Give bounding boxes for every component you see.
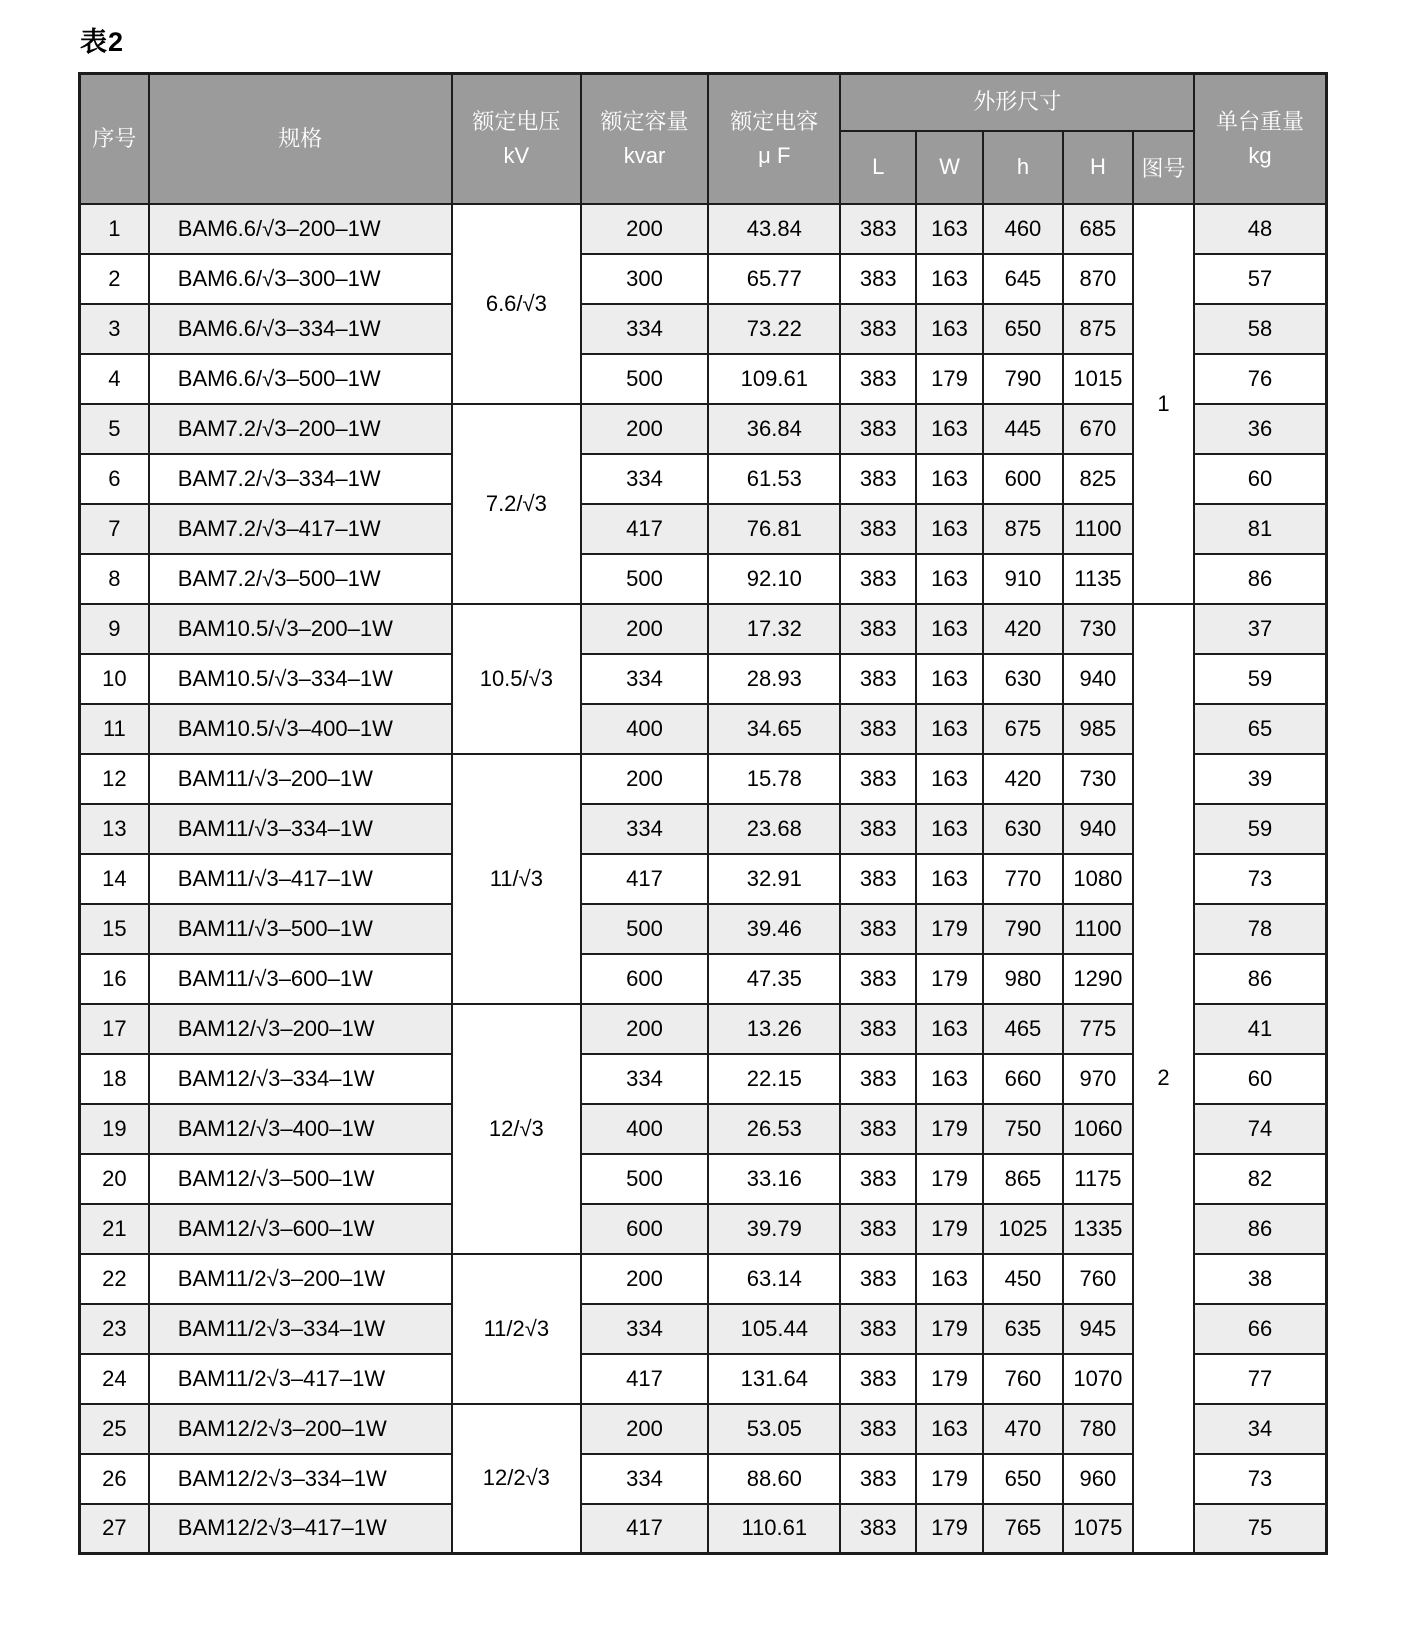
cell-unit-weight: 82	[1194, 1154, 1326, 1204]
cell-dim-W: 179	[916, 904, 983, 954]
cell-dim-H: 1290	[1063, 954, 1133, 1004]
cell-dim-L: 383	[840, 1054, 915, 1104]
cell-unit-weight: 60	[1194, 454, 1326, 504]
cell-unit-weight: 59	[1194, 654, 1326, 704]
cell-rated-capacity: 334	[581, 1054, 708, 1104]
cell-dim-W: 179	[916, 1504, 983, 1554]
header-rated-voltage-label: 额定电压	[472, 108, 561, 134]
cell-dim-h: 770	[983, 854, 1063, 904]
cell-unit-weight: 41	[1194, 1004, 1326, 1054]
cell-serial-no: 1	[80, 204, 149, 254]
cell-dim-L: 383	[840, 954, 915, 1004]
cell-rated-voltage: 7.2/√3	[452, 404, 581, 604]
cell-rated-capacity: 334	[581, 304, 708, 354]
cell-dim-W: 163	[916, 654, 983, 704]
cell-dim-H: 1070	[1063, 1354, 1133, 1404]
cell-rated-capacity: 417	[581, 1504, 708, 1554]
cell-spec: BAM11/2√3–200–1W	[149, 1254, 452, 1304]
cell-serial-no: 18	[80, 1054, 149, 1104]
cell-dim-h: 645	[983, 254, 1063, 304]
cell-unit-weight: 38	[1194, 1254, 1326, 1304]
cell-rated-capacity: 200	[581, 1254, 708, 1304]
cell-unit-weight: 60	[1194, 1054, 1326, 1104]
cell-unit-weight: 86	[1194, 954, 1326, 1004]
table-row	[80, 604, 1327, 654]
cell-rated-capacitance: 39.46	[708, 904, 840, 954]
cell-dim-W: 163	[916, 704, 983, 754]
cell-spec: BAM6.6/√3–334–1W	[149, 304, 452, 354]
cell-dim-h: 1025	[983, 1204, 1063, 1254]
cell-rated-capacity: 600	[581, 1204, 708, 1254]
cell-rated-capacitance: 92.10	[708, 554, 840, 604]
cell-dim-H: 960	[1063, 1454, 1133, 1504]
cell-spec: BAM12/√3–500–1W	[149, 1154, 452, 1204]
cell-dim-H: 1100	[1063, 904, 1133, 954]
cell-rated-capacitance: 39.79	[708, 1204, 840, 1254]
cell-serial-no: 14	[80, 854, 149, 904]
cell-spec: BAM11/√3–600–1W	[149, 954, 452, 1004]
cell-spec: BAM11/2√3–334–1W	[149, 1304, 452, 1354]
cell-rated-capacity: 500	[581, 1154, 708, 1204]
cell-spec: BAM11/√3–200–1W	[149, 754, 452, 804]
cell-rated-capacity: 200	[581, 604, 708, 654]
header-no	[80, 74, 149, 204]
cell-dim-h: 420	[983, 754, 1063, 804]
cell-rated-capacity: 600	[581, 954, 708, 1004]
cell-serial-no: 4	[80, 354, 149, 404]
cell-dim-L: 383	[840, 504, 915, 554]
cell-rated-capacitance: 47.35	[708, 954, 840, 1004]
cell-unit-weight: 66	[1194, 1304, 1326, 1354]
cell-dim-h: 910	[983, 554, 1063, 604]
cell-spec: BAM11/√3–500–1W	[149, 904, 452, 954]
cell-rated-voltage: 12/√3	[452, 1004, 581, 1254]
table-header	[80, 74, 1327, 204]
cell-spec: BAM7.2/√3–417–1W	[149, 504, 452, 554]
cell-dim-h: 875	[983, 504, 1063, 554]
cell-dim-W: 179	[916, 954, 983, 1004]
cell-dim-W: 179	[916, 1354, 983, 1404]
cell-rated-capacitance: 110.61	[708, 1504, 840, 1554]
cell-spec: BAM6.6/√3–300–1W	[149, 254, 452, 304]
cell-rated-capacity: 200	[581, 1404, 708, 1454]
cell-dim-W: 163	[916, 604, 983, 654]
cell-rated-capacity: 500	[581, 554, 708, 604]
cell-dim-h: 980	[983, 954, 1063, 1004]
cell-rated-capacitance: 88.60	[708, 1454, 840, 1504]
cell-unit-weight: 36	[1194, 404, 1326, 454]
cell-dim-W: 163	[916, 254, 983, 304]
cell-serial-no: 26	[80, 1454, 149, 1504]
cell-dim-h: 630	[983, 804, 1063, 854]
cell-rated-voltage: 11/√3	[452, 754, 581, 1004]
cell-dim-L: 383	[840, 654, 915, 704]
cell-unit-weight: 73	[1194, 854, 1326, 904]
cell-serial-no: 5	[80, 404, 149, 454]
cell-spec: BAM10.5/√3–334–1W	[149, 654, 452, 704]
cell-dim-L: 383	[840, 554, 915, 604]
cell-dim-h: 460	[983, 204, 1063, 254]
cell-dim-W: 163	[916, 1004, 983, 1054]
table-row	[80, 204, 1327, 254]
cell-dim-W: 163	[916, 454, 983, 504]
cell-dim-W: 179	[916, 1304, 983, 1354]
cell-rated-capacity: 400	[581, 1104, 708, 1154]
cell-rated-capacity: 200	[581, 404, 708, 454]
cell-dim-H: 870	[1063, 254, 1133, 304]
header-rated-capacity	[581, 74, 708, 204]
cell-rated-capacity: 500	[581, 904, 708, 954]
cell-unit-weight: 39	[1194, 754, 1326, 804]
cell-dim-H: 780	[1063, 1404, 1133, 1454]
cell-rated-capacity: 334	[581, 1454, 708, 1504]
cell-dim-H: 730	[1063, 604, 1133, 654]
header-dim-L: L	[840, 131, 915, 204]
cell-dim-L: 383	[840, 904, 915, 954]
cell-unit-weight: 77	[1194, 1354, 1326, 1404]
cell-spec: BAM6.6/√3–200–1W	[149, 204, 452, 254]
cell-serial-no: 13	[80, 804, 149, 854]
cell-dim-L: 383	[840, 704, 915, 754]
cell-rated-capacity: 200	[581, 754, 708, 804]
cell-dim-L: 383	[840, 304, 915, 354]
cell-unit-weight: 81	[1194, 504, 1326, 554]
cell-serial-no: 8	[80, 554, 149, 604]
cell-serial-no: 16	[80, 954, 149, 1004]
cell-rated-capacitance: 63.14	[708, 1254, 840, 1304]
cell-unit-weight: 73	[1194, 1454, 1326, 1504]
cell-spec: BAM10.5/√3–200–1W	[149, 604, 452, 654]
cell-dim-L: 383	[840, 1304, 915, 1354]
cell-dim-W: 163	[916, 504, 983, 554]
cell-unit-weight: 37	[1194, 604, 1326, 654]
cell-rated-capacity: 334	[581, 1304, 708, 1354]
cell-rated-capacity: 300	[581, 254, 708, 304]
cell-serial-no: 3	[80, 304, 149, 354]
cell-dim-L: 383	[840, 1254, 915, 1304]
cell-dim-H: 1335	[1063, 1204, 1133, 1254]
cell-dim-h: 445	[983, 404, 1063, 454]
cell-spec: BAM10.5/√3–400–1W	[149, 704, 452, 754]
cell-dim-H: 1175	[1063, 1154, 1133, 1204]
cell-spec: BAM7.2/√3–200–1W	[149, 404, 452, 454]
header-no-label: 序号	[92, 125, 137, 151]
cell-unit-weight: 75	[1194, 1504, 1326, 1554]
cell-spec: BAM11/√3–334–1W	[149, 804, 452, 854]
cell-dim-H: 775	[1063, 1004, 1133, 1054]
cell-rated-capacitance: 109.61	[708, 354, 840, 404]
spec-table-body	[80, 204, 1327, 1554]
header-rated-voltage-unit: kV	[503, 142, 530, 168]
cell-spec: BAM11/√3–417–1W	[149, 854, 452, 904]
cell-dim-H: 945	[1063, 1304, 1133, 1354]
cell-rated-voltage: 10.5/√3	[452, 604, 581, 754]
cell-unit-weight: 86	[1194, 1204, 1326, 1254]
cell-serial-no: 7	[80, 504, 149, 554]
header-rated-capacitance	[708, 74, 840, 204]
cell-dim-W: 163	[916, 1054, 983, 1104]
cell-dim-h: 630	[983, 654, 1063, 704]
header-rated-voltage	[452, 74, 581, 204]
cell-dim-H: 825	[1063, 454, 1133, 504]
cell-serial-no: 11	[80, 704, 149, 754]
cell-dim-W: 163	[916, 754, 983, 804]
cell-rated-voltage: 11/2√3	[452, 1254, 581, 1404]
cell-dim-H: 875	[1063, 304, 1133, 354]
cell-rated-capacitance: 34.65	[708, 704, 840, 754]
cell-dim-h: 650	[983, 1454, 1063, 1504]
cell-unit-weight: 76	[1194, 354, 1326, 404]
cell-dim-L: 383	[840, 1504, 915, 1554]
cell-rated-capacity: 334	[581, 454, 708, 504]
cell-serial-no: 23	[80, 1304, 149, 1354]
cell-spec: BAM12/2√3–200–1W	[149, 1404, 452, 1454]
header-dim-H: H	[1063, 131, 1133, 204]
cell-dim-L: 383	[840, 1404, 915, 1454]
cell-dim-h: 450	[983, 1254, 1063, 1304]
cell-dim-H: 940	[1063, 804, 1133, 854]
header-unit-weight-unit: kg	[1248, 142, 1272, 168]
header-dim-W: W	[916, 131, 983, 204]
header-dimensions	[840, 74, 1194, 131]
cell-dim-L: 383	[840, 404, 915, 454]
cell-unit-weight: 48	[1194, 204, 1326, 254]
cell-spec: BAM12/√3–334–1W	[149, 1054, 452, 1104]
cell-dim-h: 865	[983, 1154, 1063, 1204]
header-figure-no: 图号	[1133, 131, 1194, 204]
cell-dim-h: 790	[983, 904, 1063, 954]
cell-dim-W: 163	[916, 554, 983, 604]
cell-dim-L: 383	[840, 1204, 915, 1254]
cell-rated-capacitance: 43.84	[708, 204, 840, 254]
cell-dim-h: 420	[983, 604, 1063, 654]
header-rated-capacitance-label: 额定电容	[730, 108, 819, 134]
header-spec-label: 规格	[278, 125, 323, 151]
cell-rated-capacitance: 15.78	[708, 754, 840, 804]
cell-dim-H: 1015	[1063, 354, 1133, 404]
cell-rated-capacity: 334	[581, 654, 708, 704]
cell-rated-capacitance: 26.53	[708, 1104, 840, 1154]
cell-dim-h: 470	[983, 1404, 1063, 1454]
cell-dim-L: 383	[840, 454, 915, 504]
cell-rated-capacitance: 33.16	[708, 1154, 840, 1204]
cell-dim-W: 163	[916, 854, 983, 904]
cell-spec: BAM12/√3–400–1W	[149, 1104, 452, 1154]
cell-unit-weight: 65	[1194, 704, 1326, 754]
cell-serial-no: 9	[80, 604, 149, 654]
cell-rated-capacitance: 73.22	[708, 304, 840, 354]
cell-rated-voltage: 12/2√3	[452, 1404, 581, 1554]
cell-serial-no: 22	[80, 1254, 149, 1304]
cell-dim-L: 383	[840, 1104, 915, 1154]
cell-rated-capacitance: 61.53	[708, 454, 840, 504]
cell-dim-h: 600	[983, 454, 1063, 504]
cell-dim-H: 1060	[1063, 1104, 1133, 1154]
header-rated-capacitance-unit: μ F	[758, 142, 791, 168]
header-spec	[149, 74, 452, 204]
cell-dim-L: 383	[840, 1354, 915, 1404]
cell-rated-capacity: 500	[581, 354, 708, 404]
cell-dim-L: 383	[840, 204, 915, 254]
cell-dim-H: 760	[1063, 1254, 1133, 1304]
cell-serial-no: 15	[80, 904, 149, 954]
cell-dim-H: 730	[1063, 754, 1133, 804]
header-unit-weight	[1194, 74, 1326, 204]
header-rated-capacity-label: 额定容量	[600, 108, 689, 134]
cell-spec: BAM12/√3–200–1W	[149, 1004, 452, 1054]
cell-dim-W: 179	[916, 354, 983, 404]
cell-dim-h: 650	[983, 304, 1063, 354]
header-rated-capacity-unit: kvar	[623, 142, 666, 168]
cell-rated-capacity: 417	[581, 504, 708, 554]
cell-dim-L: 383	[840, 604, 915, 654]
cell-rated-capacitance: 32.91	[708, 854, 840, 904]
cell-rated-capacitance: 23.68	[708, 804, 840, 854]
cell-dim-W: 163	[916, 1254, 983, 1304]
cell-rated-voltage: 6.6/√3	[452, 204, 581, 404]
cell-serial-no: 17	[80, 1004, 149, 1054]
cell-dim-L: 383	[840, 254, 915, 304]
cell-rated-capacitance: 53.05	[708, 1404, 840, 1454]
cell-figure-no: 2	[1133, 604, 1194, 1554]
cell-dim-h: 675	[983, 704, 1063, 754]
cell-unit-weight: 74	[1194, 1104, 1326, 1154]
cell-serial-no: 2	[80, 254, 149, 304]
cell-dim-L: 383	[840, 854, 915, 904]
cell-figure-no: 1	[1133, 204, 1194, 604]
cell-dim-H: 1080	[1063, 854, 1133, 904]
cell-serial-no: 25	[80, 1404, 149, 1454]
cell-rated-capacitance: 22.15	[708, 1054, 840, 1104]
cell-serial-no: 6	[80, 454, 149, 504]
cell-dim-W: 179	[916, 1204, 983, 1254]
cell-rated-capacitance: 65.77	[708, 254, 840, 304]
cell-dim-h: 790	[983, 354, 1063, 404]
cell-serial-no: 21	[80, 1204, 149, 1254]
cell-dim-H: 1100	[1063, 504, 1133, 554]
cell-dim-H: 940	[1063, 654, 1133, 704]
header-dimensions-label: 外形尺寸	[973, 89, 1062, 115]
cell-unit-weight: 58	[1194, 304, 1326, 354]
cell-serial-no: 19	[80, 1104, 149, 1154]
cell-rated-capacitance: 36.84	[708, 404, 840, 454]
cell-unit-weight: 59	[1194, 804, 1326, 854]
cell-serial-no: 12	[80, 754, 149, 804]
cell-dim-H: 1075	[1063, 1504, 1133, 1554]
header-dim-h: h	[983, 131, 1063, 204]
cell-rated-capacity: 417	[581, 854, 708, 904]
cell-unit-weight: 57	[1194, 254, 1326, 304]
cell-dim-H: 685	[1063, 204, 1133, 254]
cell-dim-L: 383	[840, 354, 915, 404]
cell-dim-H: 670	[1063, 404, 1133, 454]
cell-dim-H: 985	[1063, 704, 1133, 754]
cell-dim-H: 970	[1063, 1054, 1133, 1104]
cell-rated-capacitance: 17.32	[708, 604, 840, 654]
cell-spec: BAM12/2√3–334–1W	[149, 1454, 452, 1504]
cell-spec: BAM7.2/√3–334–1W	[149, 454, 452, 504]
cell-rated-capacitance: 131.64	[708, 1354, 840, 1404]
cell-rated-capacity: 417	[581, 1354, 708, 1404]
cell-serial-no: 24	[80, 1354, 149, 1404]
cell-dim-W: 179	[916, 1104, 983, 1154]
cell-rated-capacitance: 105.44	[708, 1304, 840, 1354]
cell-dim-W: 163	[916, 204, 983, 254]
cell-dim-h: 635	[983, 1304, 1063, 1354]
cell-dim-L: 383	[840, 754, 915, 804]
cell-dim-W: 179	[916, 1454, 983, 1504]
cell-spec: BAM6.6/√3–500–1W	[149, 354, 452, 404]
cell-dim-W: 163	[916, 804, 983, 854]
cell-dim-W: 163	[916, 1404, 983, 1454]
page-title: 表2	[80, 27, 125, 57]
cell-spec: BAM7.2/√3–500–1W	[149, 554, 452, 604]
cell-spec: BAM12/2√3–417–1W	[149, 1504, 452, 1554]
header-row-top	[80, 74, 1327, 131]
cell-serial-no: 20	[80, 1154, 149, 1204]
cell-dim-h: 765	[983, 1504, 1063, 1554]
cell-unit-weight: 86	[1194, 554, 1326, 604]
cell-dim-L: 383	[840, 1154, 915, 1204]
cell-rated-capacitance: 13.26	[708, 1004, 840, 1054]
cell-unit-weight: 34	[1194, 1404, 1326, 1454]
cell-dim-W: 163	[916, 304, 983, 354]
cell-rated-capacity: 400	[581, 704, 708, 754]
cell-spec: BAM11/2√3–417–1W	[149, 1354, 452, 1404]
cell-dim-h: 660	[983, 1054, 1063, 1104]
cell-dim-L: 383	[840, 1004, 915, 1054]
cell-rated-capacitance: 76.81	[708, 504, 840, 554]
cell-unit-weight: 78	[1194, 904, 1326, 954]
cell-dim-h: 760	[983, 1354, 1063, 1404]
cell-serial-no: 27	[80, 1504, 149, 1554]
cell-rated-capacity: 334	[581, 804, 708, 854]
cell-dim-L: 383	[840, 1454, 915, 1504]
header-unit-weight-label: 单台重量	[1216, 108, 1305, 134]
cell-dim-h: 465	[983, 1004, 1063, 1054]
cell-serial-no: 10	[80, 654, 149, 704]
cell-spec: BAM12/√3–600–1W	[149, 1204, 452, 1254]
cell-dim-W: 179	[916, 1154, 983, 1204]
cell-dim-L: 383	[840, 804, 915, 854]
cell-rated-capacitance: 28.93	[708, 654, 840, 704]
cell-rated-capacity: 200	[581, 1004, 708, 1054]
cell-dim-H: 1135	[1063, 554, 1133, 604]
capacitor-spec-table	[78, 72, 1328, 1555]
cell-dim-W: 163	[916, 404, 983, 454]
cell-dim-h: 750	[983, 1104, 1063, 1154]
cell-rated-capacity: 200	[581, 204, 708, 254]
